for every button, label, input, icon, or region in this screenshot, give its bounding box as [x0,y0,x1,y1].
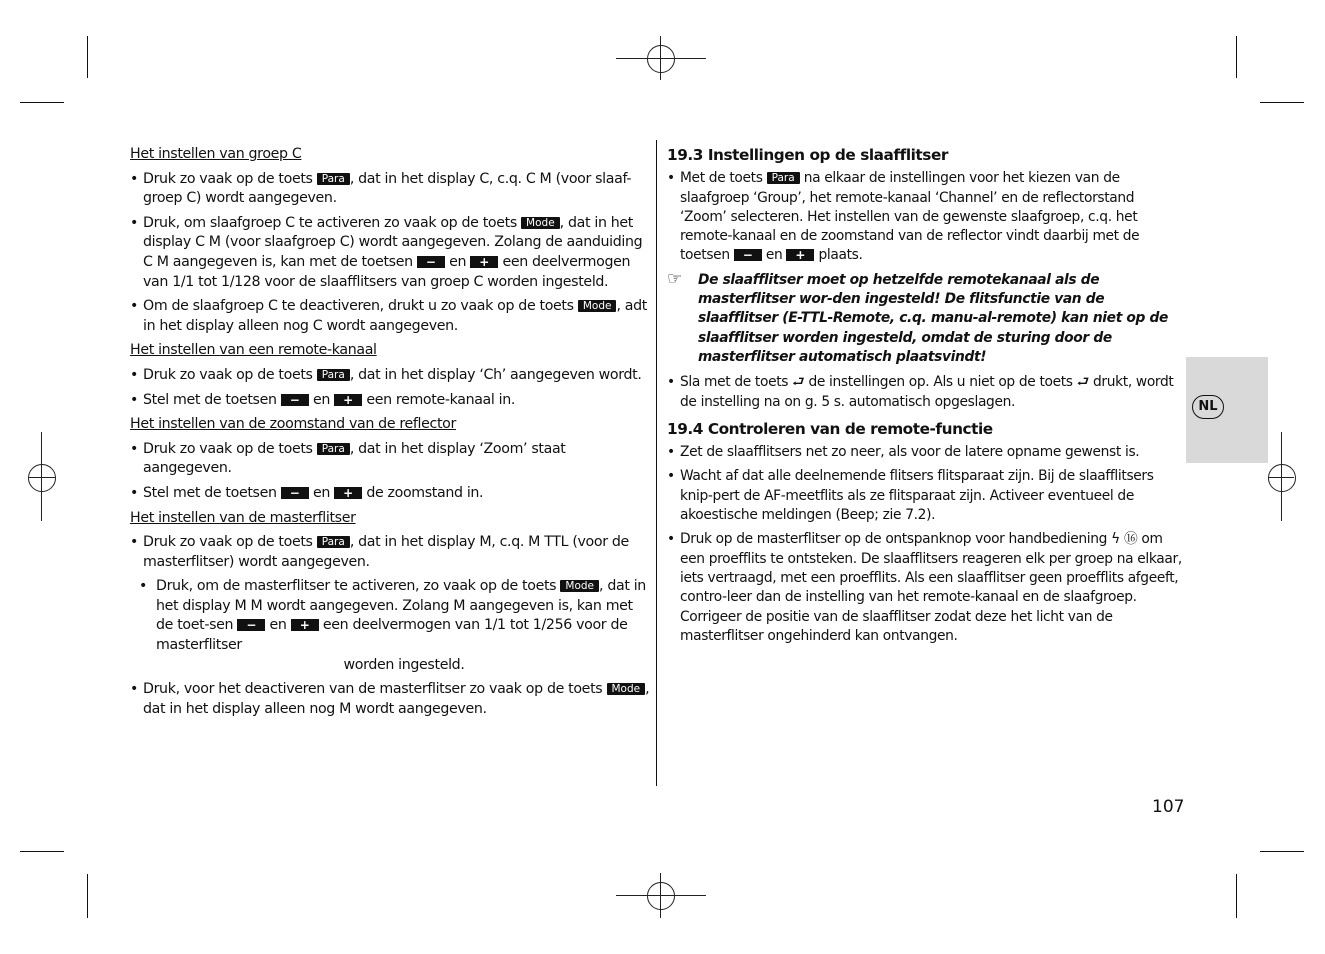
list-item: • Stel met de toetsen − en + de zoomstand in. [130,484,484,501]
list-item: • Sla met de toets ⮐ de instellingen op. Als u niet op de toets ⮐ drukt, wordt de instelling na on g. 5 s. automatisch opgeslagen. [667,374,1174,410]
plus-key-icon: + [334,394,362,406]
para-key-icon: Para [317,173,350,185]
crop-mark [20,102,64,103]
page-number: 107 [1152,797,1185,817]
list-item: • Wacht af dat alle deelnemende flitsers flitsparaat zijn. Bij de slaafflitsers knip-pert de AF-meetflits als ze flitsparaat zijn. Activeer eventueel de akoestische meldingen (Beep; zie 7.2). [667,468,1154,524]
para-key-icon: Para [767,172,800,184]
mode-key-icon: Mode [521,217,560,229]
list-item: • Druk zo vaak op de toets Para , dat in het display M, c.q. M TTL (voor de masterflitser) wordt aangegeven. [130,534,629,570]
minus-key-icon: − [417,256,445,268]
list-item: • Druk, om de masterflitser te activeren, zo vaak op de toets Mode , dat in het display M M wordt aangegeven. Zolang M aangegeven is, kan met de toet-sen − en + een deelvermogen van 1/1 tot 1/256 voor de masterflitser worden ingesteld. [139,578,646,673]
list-item: • Druk op de masterflitser op de ontspanknop voor handbediening ϟ ⑯ om een proefflits te ontsteken. De slaafflitsers reageren elk per groep na elkaar, iets vertraagd, met een proefflits. Als een slaafflitser geen proefflits afgeeft, contro-leer dan de instelling van het remote-kanaal en de slaafgroep. Corrigeer de positie van de slaafflitser zodat deze het licht van de masterflitser ongehinderd kan ontvangen. [667,531,1182,644]
crop-mark [1236,36,1237,78]
para-key-icon: Para [317,536,350,548]
para-key-icon: Para [317,369,350,381]
note: ☞ De slaafflitser moet op hetzelfde remotekanaal als de masterflitser wor-den ingesteld! De flitsfunctie van de slaafflitser (E-TTL-Remote, c.q. manu-al-remote) kan niet op de slaafflitser worden ingesteld, omdat de sturing door de masterflitser automatisch plaatsvindt! [667,268,1169,365]
list-item: • Met de toets Para na elkaar de instellingen voor het kiezen van de slaafgroep ‘Group’, het remote-kanaal ‘Channel’ en de reflectorstand ‘Zoom’ selecteren. Het instellen van de gewenste slaafgroep, c.q. het remote-kanaal en de zoomstand van de reflector vindt daarbij met de toetsen − en + plaats. [667,170,1140,264]
section-heading-19-4: 19.4 Controleren van de remote-functie [667,419,993,438]
section-heading-19-3: 19.3 Instellingen op de slaafflitser [667,146,948,164]
list-item: • Om de slaafgroep C te deactiveren, drukt u zo vaak op de toets Mode , adt in het display alleen nog C wordt aangegeven. [130,298,648,334]
crop-mark [1236,874,1237,918]
crop-mark [20,851,64,852]
left-column [130,145,652,724]
right-column [667,146,1183,651]
crop-mark [1260,851,1304,852]
minus-key-icon: − [237,619,265,631]
language-badge: NL [1192,395,1224,419]
return-key-icon: ⮐ [792,374,805,391]
minus-key-icon: − [281,394,309,406]
mode-key-icon: Mode [560,580,599,592]
mode-key-icon: Mode [578,300,617,312]
subheading-master: Het instellen van de masterflitser [130,509,356,526]
flash-icon: ϟ [1111,531,1120,548]
list-item: • Zet de slaafflitsers net zo neer, als voor de latere opname gewenst is. [667,444,1140,461]
crop-mark [87,36,88,78]
plus-key-icon: + [786,249,814,261]
crop-mark [87,874,88,918]
column-divider [656,140,657,786]
mode-key-icon: Mode [607,683,646,695]
list-item: • Druk zo vaak op de toets Para , dat in het display C, c.q. C M (voor slaaf-groep C) wordt aangegeven. [130,170,632,207]
plus-key-icon: + [291,619,319,631]
list-item: • Druk zo vaak op de toets Para , dat in het display ‘Ch’ aangegeven wordt. [130,366,642,383]
minus-key-icon: − [281,487,309,499]
minus-key-icon: − [734,249,762,261]
list-item: • Druk, voor het deactiveren van de masterflitser zo vaak op de toets Mode , dat in het display alleen nog M wordt aangegeven. [130,681,650,717]
crop-mark [1260,102,1304,103]
subheading-group-c: Het instellen van groep C [130,146,302,162]
plus-key-icon: + [470,256,498,268]
list-item: • Druk, om slaafgroep C te activeren zo vaak op de toets Mode , dat in het display C M (voor slaafgroep C) wordt aangegeven. Zolang de aanduiding C M aangegeven is, kan met de toetsen − en + een deelvermogen van 1/1 tot 1/128 voor de slaafflitsers van groep C worden ingesteld. [130,214,643,290]
list-item: • Stel met de toetsen − en + een remote-kanaal in. [130,391,516,408]
pointing-hand-icon: ☞ [667,268,682,289]
para-key-icon: Para [317,443,350,455]
return-key-icon: ⮐ [1076,374,1089,391]
subheading-zoom: Het instellen van de zoomstand van de reflector [130,416,456,433]
subheading-remote-channel: Het instellen van een remote-kanaal [130,342,377,359]
list-item: • Druk zo vaak op de toets Para , dat in het display ‘Zoom’ staat aangegeven. [130,440,566,477]
plus-key-icon: + [334,487,362,499]
